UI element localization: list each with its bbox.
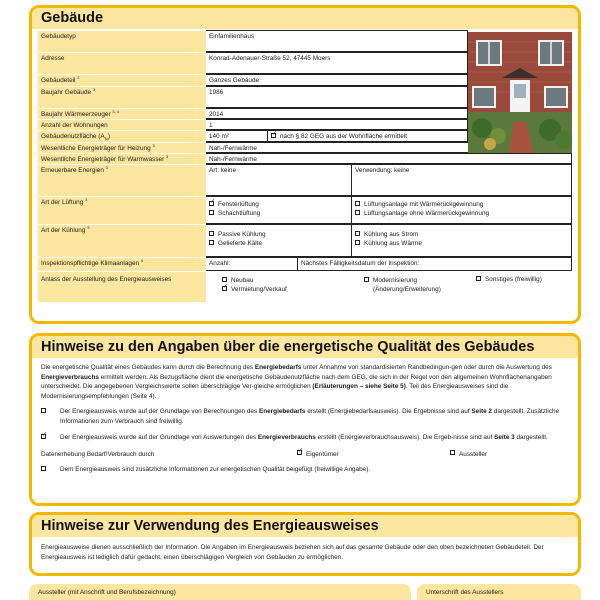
section-title-hinweise: Hinweise zu den Angaben über die energetische Qualität des Gebäudes bbox=[32, 336, 578, 358]
label-anlass: Anlass der Ausstellung des Energieausweises bbox=[38, 271, 206, 302]
value-gebaeudetyp: Einfamilienhaus bbox=[206, 30, 468, 52]
row-gebaeudeteil bbox=[38, 74, 468, 86]
checkbox-lueftung-ohne-wrg[interactable] bbox=[355, 210, 360, 215]
option-gelieferte-kaelte[interactable]: Gelieferte Kälte bbox=[209, 239, 348, 248]
value-baujahr: 1986 bbox=[206, 86, 468, 108]
option-lueftung-ohne-wrg[interactable]: Lüftungsanlage ohne Wärmerückgewinnung bbox=[355, 209, 568, 218]
row-nutzflaeche bbox=[38, 130, 468, 142]
row-erneuerbar bbox=[38, 164, 572, 196]
checkbox-lueftung-mit-wrg[interactable] bbox=[355, 201, 360, 206]
row-kuehlung bbox=[38, 224, 572, 257]
option-neubau[interactable]: Neubau bbox=[222, 276, 342, 285]
value-klima-anzahl: Anzahl: bbox=[206, 257, 298, 271]
option-modernisierung[interactable]: Modernisierung (Änderung/Erweiterung) bbox=[364, 276, 464, 294]
option-kuehlung-waerme[interactable]: Kühlung aus Wärme bbox=[355, 239, 568, 248]
option-eigentuemer[interactable]: ✓ Eigentümer bbox=[297, 450, 339, 460]
row-warmwasser bbox=[38, 153, 572, 164]
lueftung-col-2 bbox=[352, 196, 572, 224]
verbrauchsausweis-text: Der Energieausweis wurde auf der Grundlage von Auswertungen des Energieverbrauchs erstellt (Energieverbrauchsausweis). Die Ergeb-nisse sind auf Seite 3 dargestellt. bbox=[60, 434, 548, 441]
checkbox-passive-kuehlung[interactable] bbox=[209, 231, 214, 236]
value-heizung: Nah-/Fernwärme bbox=[206, 142, 572, 153]
kuehlung-col-2 bbox=[352, 224, 572, 257]
value-klima-faellig: Nächstes Fälligkeitsdatum der Inspektion: bbox=[298, 257, 572, 271]
zusatzinfo-text: Dem Energieausweis sind zusätzliche Informationen zur energetischen Qualität beigefügt (freiwillige Angabe). bbox=[60, 465, 371, 473]
label-adresse: Adresse bbox=[38, 52, 206, 74]
option-schachtlueftung[interactable]: Schachtlüftung bbox=[209, 209, 348, 218]
row-gebaeudetyp bbox=[38, 30, 468, 52]
label-baujahr: Baujahr Gebäude $^3$ bbox=[38, 86, 206, 108]
checkbox-aussteller[interactable] bbox=[450, 450, 455, 455]
label-kuehlung: Art der Kühlung $^3$ bbox=[38, 224, 206, 257]
row-anlass bbox=[38, 271, 572, 302]
row-baujahr-waermeerzeuger bbox=[38, 108, 468, 119]
label-wohnungen: Anzahl der Wohnungen bbox=[38, 119, 206, 130]
bedarfsausweis-text: Der Energieausweis wurde auf der Grundlage von Berechnungen des Energiebedarfs erstellt (Energiebedarfsausweis). Die Ergebnisse sind auf Seite 2 dargestellt. Zusätzliche Informationen zum Verbrauch sind freiwillig. bbox=[60, 408, 560, 425]
value-nutzflaeche-extra: ✓ nach § 82 GEG aus der Wohnfläche ermittelt bbox=[268, 130, 468, 142]
option-kuehlung-strom[interactable]: Kühlung aus Strom bbox=[355, 230, 568, 239]
value-erneuerbar-art: Art: keine bbox=[206, 164, 352, 196]
section-hinweise-verwendung bbox=[29, 512, 581, 576]
label-lueftung: Art der Lüftung $^3$ bbox=[38, 196, 206, 224]
row-lueftung bbox=[38, 196, 572, 224]
value-gebaeudeteil: Ganzes Gebäude bbox=[206, 74, 468, 86]
checkbox-sonstiges[interactable] bbox=[476, 276, 481, 281]
option-verbrauchsausweis[interactable] bbox=[32, 433, 578, 443]
datenerhebung-label: Datenerhebung Bedarf/Verbrauch durch bbox=[41, 450, 155, 458]
building-photo bbox=[468, 32, 572, 153]
section-gebaeude bbox=[29, 5, 581, 324]
label-nutzflaeche: Gebäudenutzfläche $(A_N)$ bbox=[38, 130, 206, 142]
lueftung-col-1 bbox=[206, 196, 352, 224]
checkbox-vermietung[interactable] bbox=[222, 286, 227, 291]
option-sonstiges[interactable]: Sonstiges (freiwillig) bbox=[476, 276, 576, 284]
unterschrift-field: Unterschrift des Ausstellers bbox=[417, 584, 581, 600]
checkbox-verbrauchsausweis[interactable] bbox=[41, 434, 46, 439]
checkbox-kuehlung-waerme[interactable] bbox=[355, 240, 360, 245]
label-gebaeudetyp: Gebäudetyp bbox=[38, 30, 206, 52]
section-title-gebaeude: Gebäude bbox=[32, 8, 578, 29]
value-adresse: Konrad-Adenauer-Straße 52, 47445 Moers bbox=[206, 52, 468, 74]
datenerhebung-row bbox=[32, 450, 578, 462]
checkbox-fensterlueftung[interactable] bbox=[209, 201, 214, 206]
anlass-options bbox=[206, 271, 572, 302]
anlass-col-1 bbox=[222, 276, 342, 294]
checkbox-modernisierung[interactable] bbox=[364, 277, 369, 282]
row-wohnungen bbox=[38, 119, 468, 130]
value-nutzflaeche: 140 m² bbox=[206, 130, 268, 142]
value-erneuerbar-verwendung: Verwendung: keine bbox=[352, 164, 572, 196]
label-erneuerbar: Erneuerbare Energien $^3$ bbox=[38, 164, 206, 196]
label-gebaeudeteil: Gebäudeteil $^2$ bbox=[38, 74, 206, 86]
checkbox-eigentuemer[interactable] bbox=[297, 450, 302, 455]
section-title-verwendung: Hinweise zur Verwendung des Energieausweises bbox=[32, 515, 578, 537]
checkbox-ggeg[interactable] bbox=[271, 133, 276, 138]
row-klimaanlagen bbox=[38, 257, 572, 271]
kuehlung-col-1 bbox=[206, 224, 352, 257]
option-passive-kuehlung[interactable]: Passive Kühlung bbox=[209, 230, 348, 239]
signature-area bbox=[29, 580, 581, 600]
option-zusatzinfo[interactable] bbox=[32, 465, 578, 475]
section-hinweise-angaben bbox=[29, 333, 581, 506]
value-baujahr-waermeerzeuger: 2014 bbox=[206, 108, 468, 119]
value-warmwasser: Nah-/Fernwärme bbox=[206, 153, 572, 164]
checkbox-gelieferte-kaelte[interactable] bbox=[209, 240, 214, 245]
option-fensterlueftung[interactable]: ✓Fensterlüftung bbox=[209, 200, 348, 209]
row-adresse bbox=[38, 52, 468, 74]
value-wohnungen: 1 bbox=[206, 119, 468, 130]
label-klimaanlagen: Inspektionspflichtige Klimaanlagen $^5$ bbox=[38, 257, 206, 271]
label-heizung: Wesentliche Energieträger für Heizung $^3$ bbox=[38, 142, 206, 153]
label-warmwasser: Wesentliche Energieträger für Warmwasser $^3$ bbox=[38, 153, 206, 164]
option-lueftung-mit-wrg[interactable]: Lüftungsanlage mit Wärmerückgewinnung bbox=[355, 200, 568, 209]
checkbox-bedarfsausweis[interactable] bbox=[41, 408, 46, 413]
checkbox-neubau[interactable] bbox=[222, 277, 227, 282]
option-bedarfsausweis[interactable] bbox=[32, 407, 578, 426]
label-baujahr-waermeerzeuger: Baujahr Wärmeerzeuger $^{3, 4}$ bbox=[38, 108, 206, 119]
row-baujahr bbox=[38, 86, 468, 108]
checkbox-schachtlueftung[interactable] bbox=[209, 210, 214, 215]
checkbox-kuehlung-strom[interactable] bbox=[355, 231, 360, 236]
checkbox-zusatzinfo[interactable] bbox=[41, 466, 46, 471]
option-aussteller[interactable]: Aussteller bbox=[450, 450, 487, 460]
hinweise-paragraph: Die energetische Qualität eines Gebäudes kann durch die Berechnung des Energiebedarfs unter Annahme von standardisierten Randbedingun-gen oder durch die Auswertung des Energieverbrauchs ermittelt werden. Als Bezugsfläche dient die energetische Gebäudenutzfläche nach dem GEG, die sich in der Regel von den allgemeinen Wohnflächenangaben unterscheidet. Die angegebenen Vergleichswerte sollen überschlägige Ver-gleiche ermöglichen (Erläuterungen – siehe Seite 5). Teil des Energieausweises sind die Modernisierungsempfehlungen (Seite 4). bbox=[41, 364, 552, 400]
verwendung-text: Energieausweise dienen ausschließlich der Information. Die Angaben im Energieausweis beziehen sich auf das gesamte Gebäude oder den oben bezeichneten Gebäudeteil. Der Energieausweis ist lediglich dafür gedacht, einen überschlägigen Vergleich von Gebäuden zu ermöglichen. bbox=[41, 544, 544, 561]
option-vermietung[interactable]: ✓Vermietung/Verkauf bbox=[222, 285, 342, 294]
aussteller-field: Aussteller (mit Anschrift und Berufsbezeichnung) bbox=[29, 584, 411, 600]
